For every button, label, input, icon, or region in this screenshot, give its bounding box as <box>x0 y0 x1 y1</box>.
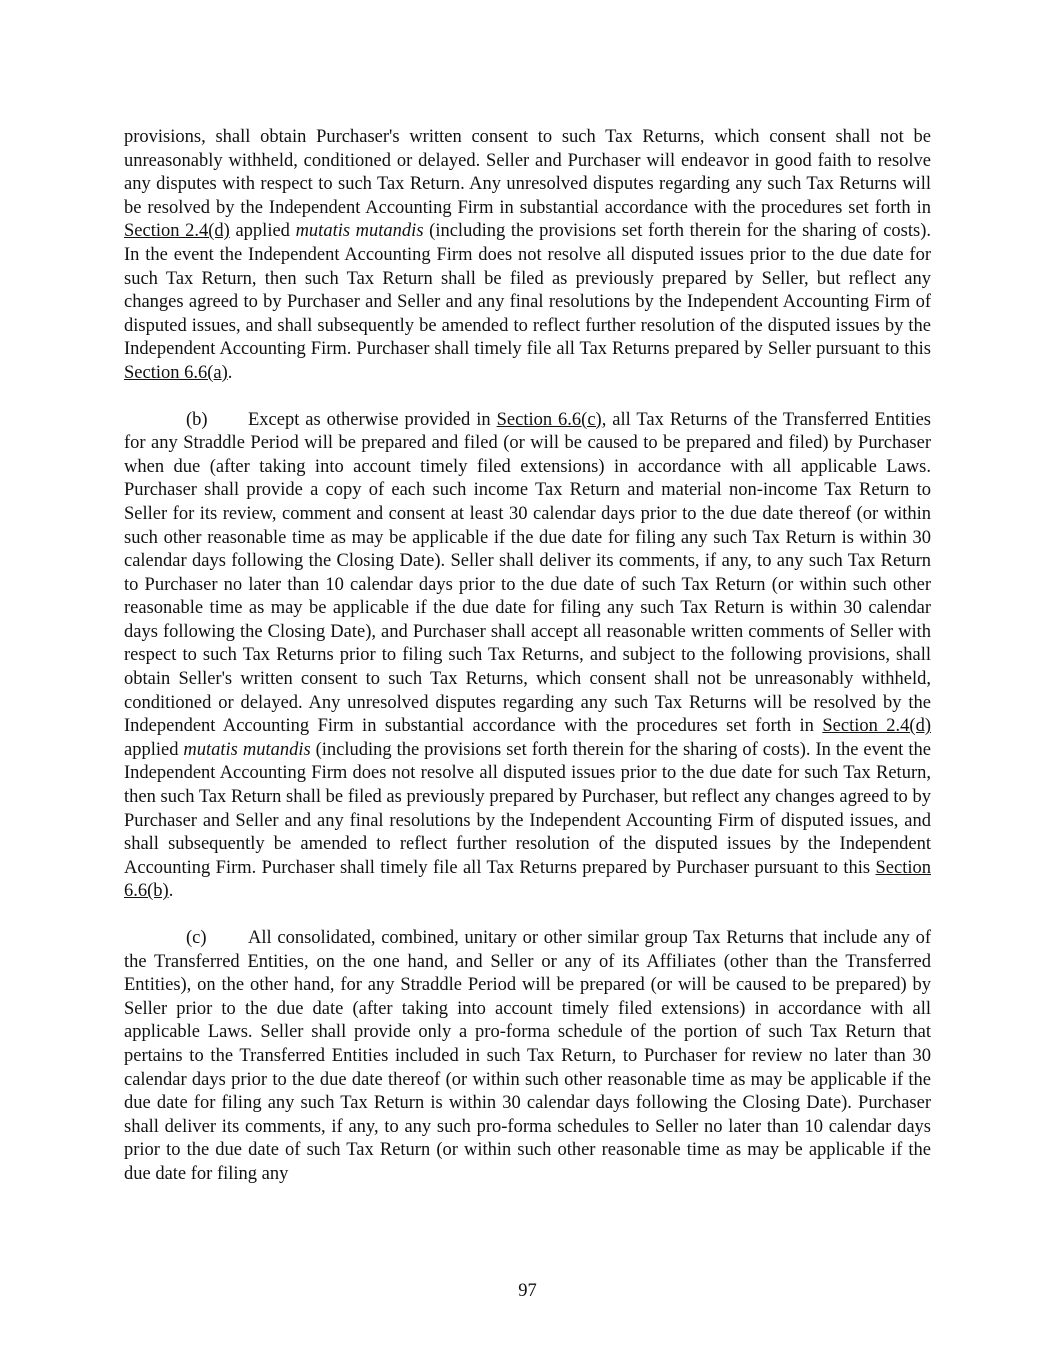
section-reference: Section 2.4(d) <box>124 221 230 242</box>
section-reference: Section 6.6(a) <box>124 362 228 383</box>
paragraph-b <box>124 409 931 904</box>
text-run: applied <box>124 739 184 760</box>
paragraph-label: (b) <box>186 409 208 430</box>
italic-term: mutatis mutandis <box>295 221 424 242</box>
paragraph-c <box>124 927 931 1187</box>
page-number: 97 <box>518 1281 537 1301</box>
document-body <box>124 126 931 1210</box>
paragraph-a-continuation <box>124 126 931 386</box>
text-run: Except as otherwise provided in <box>248 409 497 430</box>
text-run: provisions, shall obtain Purchaser's written consent to such Tax Returns, which consent shall not be unreasonably withheld, conditioned or delayed. Seller and Purchaser will endeavor in good faith to resolve any disputes with respect to such Tax Return. Any unresolved disputes regarding any such Tax Returns will be resolved by the Independent Accounting Firm in substantial accordance with the procedures set forth in <box>124 127 931 218</box>
text-run: . <box>227 362 233 383</box>
italic-term: mutatis mutandis <box>183 739 311 760</box>
text-run: (including the provisions set forth therein for the sharing of costs). In the event the Independent Accounting Firm does not resolve all disputed issues prior to the due date for such Tax Return, then such Tax Return shall be filed as previously prepared by Seller, but reflect any changes agreed to by Purchaser and Seller and any final resolutions by the Independent Accounting Firm of disputed issues, and shall subsequently be amended to reflect further resolution of the disputed issues by the Independent Accounting Firm. Purchaser shall timely file all Tax Returns prepared by Seller pursuant to this <box>124 221 932 360</box>
section-reference: Section 2.4(d) <box>822 716 931 737</box>
text-run: applied <box>229 221 296 242</box>
section-reference: Section 6.6(c) <box>496 409 602 430</box>
section-reference: Section 6.6(b) <box>124 857 931 902</box>
paragraph-label: (c) <box>186 928 207 948</box>
text-run: All consolidated, combined, unitary or other similar group Tax Returns that include any of the Transferred Entities, on the one hand, and Seller or any of its Affiliates (other than the Transferred Entities), on the other hand, for any Straddle Period will be prepared (or will be caused to be prepared) by Seller prior to the due date (after taking into account timely filed extensions) in accordance with all applicable Laws. Seller shall provide only a pro-forma schedule of the portion of such Tax Return that pertains to the Transferred Entities included in such Tax Return, to Purchaser for review no later than 30 calendar days prior to the due date thereof (or within such other reasonable time as may be applicable if the due date for filing any such Tax Return is within 30 calendar days following the Closing Date). Purchaser shall deliver its comments, if any, to any such pro-forma schedules to Seller no later than 10 calendar days prior to the due date of such Tax Return (or within such other reasonable time as may be applicable if the due date for filing any <box>124 928 931 1184</box>
text-run: (including the provisions set forth therein for the sharing of costs). In the event the Independent Accounting Firm does not resolve all disputed issues prior to the due date for such Tax Return, then such Tax Return shall be filed as previously prepared by Purchaser, but reflect any changes agreed to by Purchaser and Seller and any final resolutions by the Independent Accounting Firm of disputed issues, and shall subsequently be amended to reflect further resolution of the disputed issues by the Independent Accounting Firm. Purchaser shall timely file all Tax Returns prepared by Purchaser pursuant to this <box>124 739 931 878</box>
text-run: , all Tax Returns of the Transferred Entities for any Straddle Period will be prepared and filed (or will be caused to be prepared and filed) by Purchaser when due (after taking into account timely filed extensions) in accordance with all applicable Laws. Purchaser shall provide a copy of each such income Tax Return and material non-income Tax Return to Seller for its review, comment and consent at least 30 calendar days prior to the due date thereof (or within such other reasonable time as may be applicable if the due date for filing any such Tax Return is within 30 calendar days following the Closing Date). Seller shall deliver its comments, if any, to any such Tax Return to Purchaser no later than 10 calendar days prior to the due date of such Tax Return (or within such other reasonable time as may be applicable if the due date for filing any such Tax Return is within 30 calendar days following the Closing Date), and Purchaser shall accept all reasonable written comments of Seller with respect to such Tax Returns prior to filing such Tax Returns, and subject to the following provisions, shall obtain Seller's written consent to such Tax Returns, which consent shall not be unreasonably withheld, conditioned or delayed. Any unresolved disputes regarding any such Tax Returns will be resolved by the Independent Accounting Firm in substantial accordance with the procedures set forth in <box>124 409 931 737</box>
text-run: . <box>168 881 174 902</box>
